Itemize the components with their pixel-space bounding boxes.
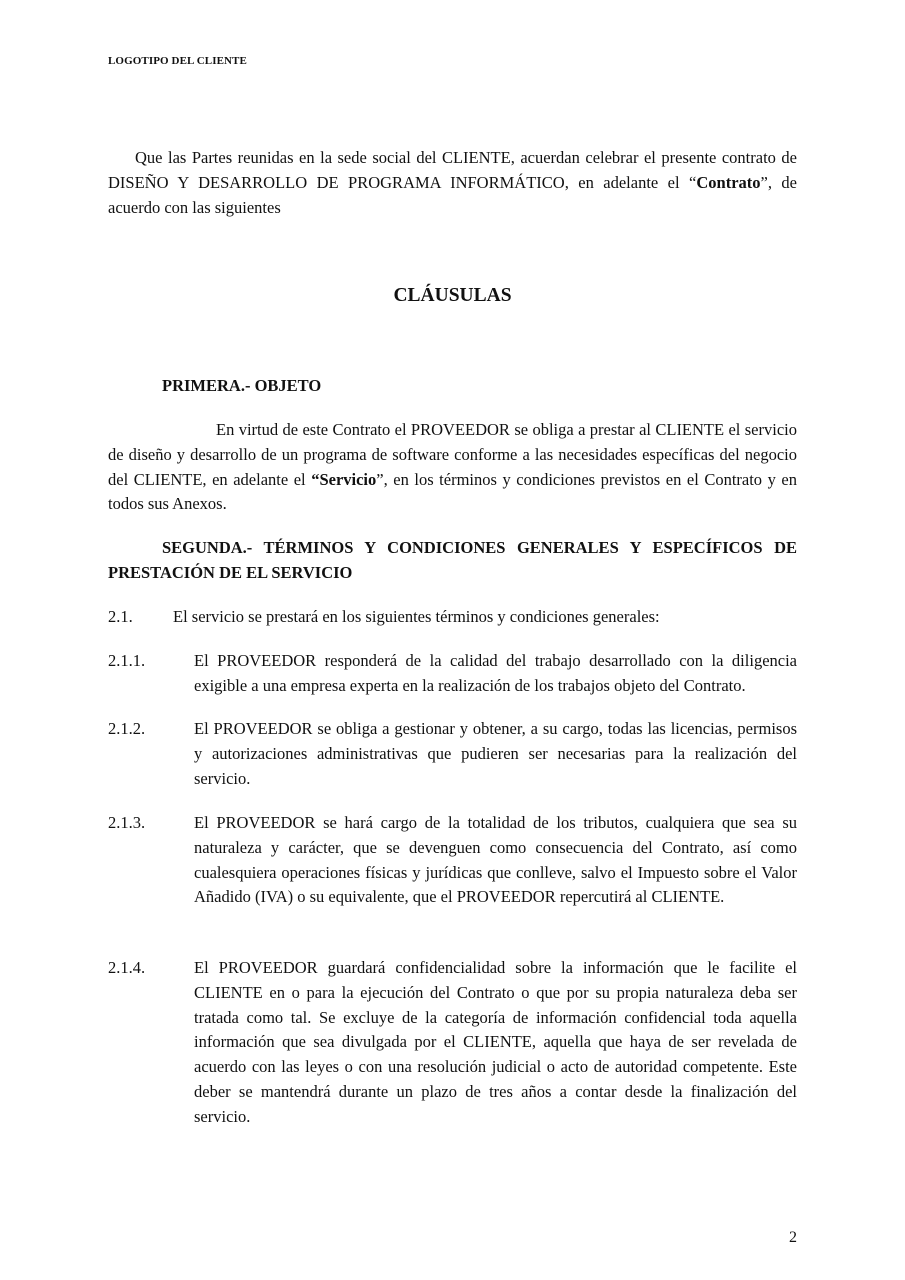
- client-logo-placeholder: LOGOTIPO DEL CLIENTE: [108, 55, 247, 67]
- page-number: 2: [789, 1229, 797, 1246]
- intro-text: Que las Partes reunidas en la sede social del CLIENTE, acuerdan celebrar el presente contrato de DISEÑO Y DESARROLLO DE PROGRAMA INFORMÁTICO, en adelante el “: [108, 148, 797, 192]
- clauses-title: CLÁUSULAS: [393, 285, 512, 306]
- item-text: El PROVEEDOR responderá de la calidad del trabajo desarrollado con la diligencia exigible a una empresa experta en la realización de los trabajos objeto del Contrato.: [194, 651, 797, 695]
- list-item: [108, 811, 797, 910]
- intro-bold-term: Contrato: [696, 172, 761, 192]
- clause-primera-heading: PRIMERA.- OBJETO: [162, 376, 322, 395]
- item-number: 2.1.3.: [108, 813, 146, 832]
- item-text: El PROVEEDOR guardará confidencialidad sobre la información que le facilite el CLIENTE en o para la ejecución del Contrato o que por su propia naturaleza deba ser tratada como tal. Se excluye de la categoría de información confidencial toda aquella información que sea divulgada por el CLIENTE, aquella que haya de ser revelada de acuerdo con las leyes o con una resolución judicial o acto de autoridad competente. Este deber se mantendrá durante un plazo de tres años a contar desde la finalización del servicio.: [194, 958, 797, 1126]
- subclause-number: 2.1.: [108, 607, 133, 626]
- intro-paragraph: [108, 146, 797, 220]
- subclause-text: El servicio se prestará en los siguientes términos y condiciones generales:: [173, 607, 660, 626]
- item-number: 2.1.2.: [108, 719, 146, 738]
- subclause-2-1: [108, 605, 797, 630]
- clause-segunda-heading: SEGUNDA.- TÉRMINOS Y CONDICIONES GENERALES Y ESPECÍFICOS DE PRESTACIÓN DE EL SERVICIO: [108, 538, 797, 582]
- list-item: [108, 649, 797, 699]
- intro-text-end: ”, de acuerdo con las siguientes: [108, 172, 797, 217]
- item-number: 2.1.1.: [108, 651, 146, 670]
- list-item: [108, 956, 797, 1130]
- clause-primera-paragraph: [108, 418, 797, 517]
- item-text: El PROVEEDOR se obliga a gestionar y obtener, a su cargo, todas las licencias, permisos y autorizaciones administrativas que pudieren ser necesarias para la realización del servicio.: [194, 719, 797, 788]
- primera-bold-term: “Servicio: [311, 469, 377, 489]
- primera-text: En virtud de este Contrato el PROVEEDOR se obliga a prestar al CLIENTE el servicio de diseño y desarrollo de un programa de software conforme a las necesidades específicas del negocio del CLIENTE, en adelante el: [108, 420, 797, 489]
- item-text: El PROVEEDOR se hará cargo de la totalidad de los tributos, cualquiera que sea su naturaleza y carácter, que se devenguen como consecuencia del Contrato, así como cualesquiera operaciones físicas y jurídicas que conlleve, salvo el Impuesto sobre el Valor Añadido (IVA) o su equivalente, que el PROVEEDOR repercutirá al CLIENTE.: [194, 813, 797, 907]
- item-number: 2.1.4.: [108, 958, 146, 977]
- list-item: [108, 717, 797, 791]
- primera-text-end: ”, en los términos y condiciones previstos en el Contrato y en todos sus Anexos.: [108, 469, 797, 514]
